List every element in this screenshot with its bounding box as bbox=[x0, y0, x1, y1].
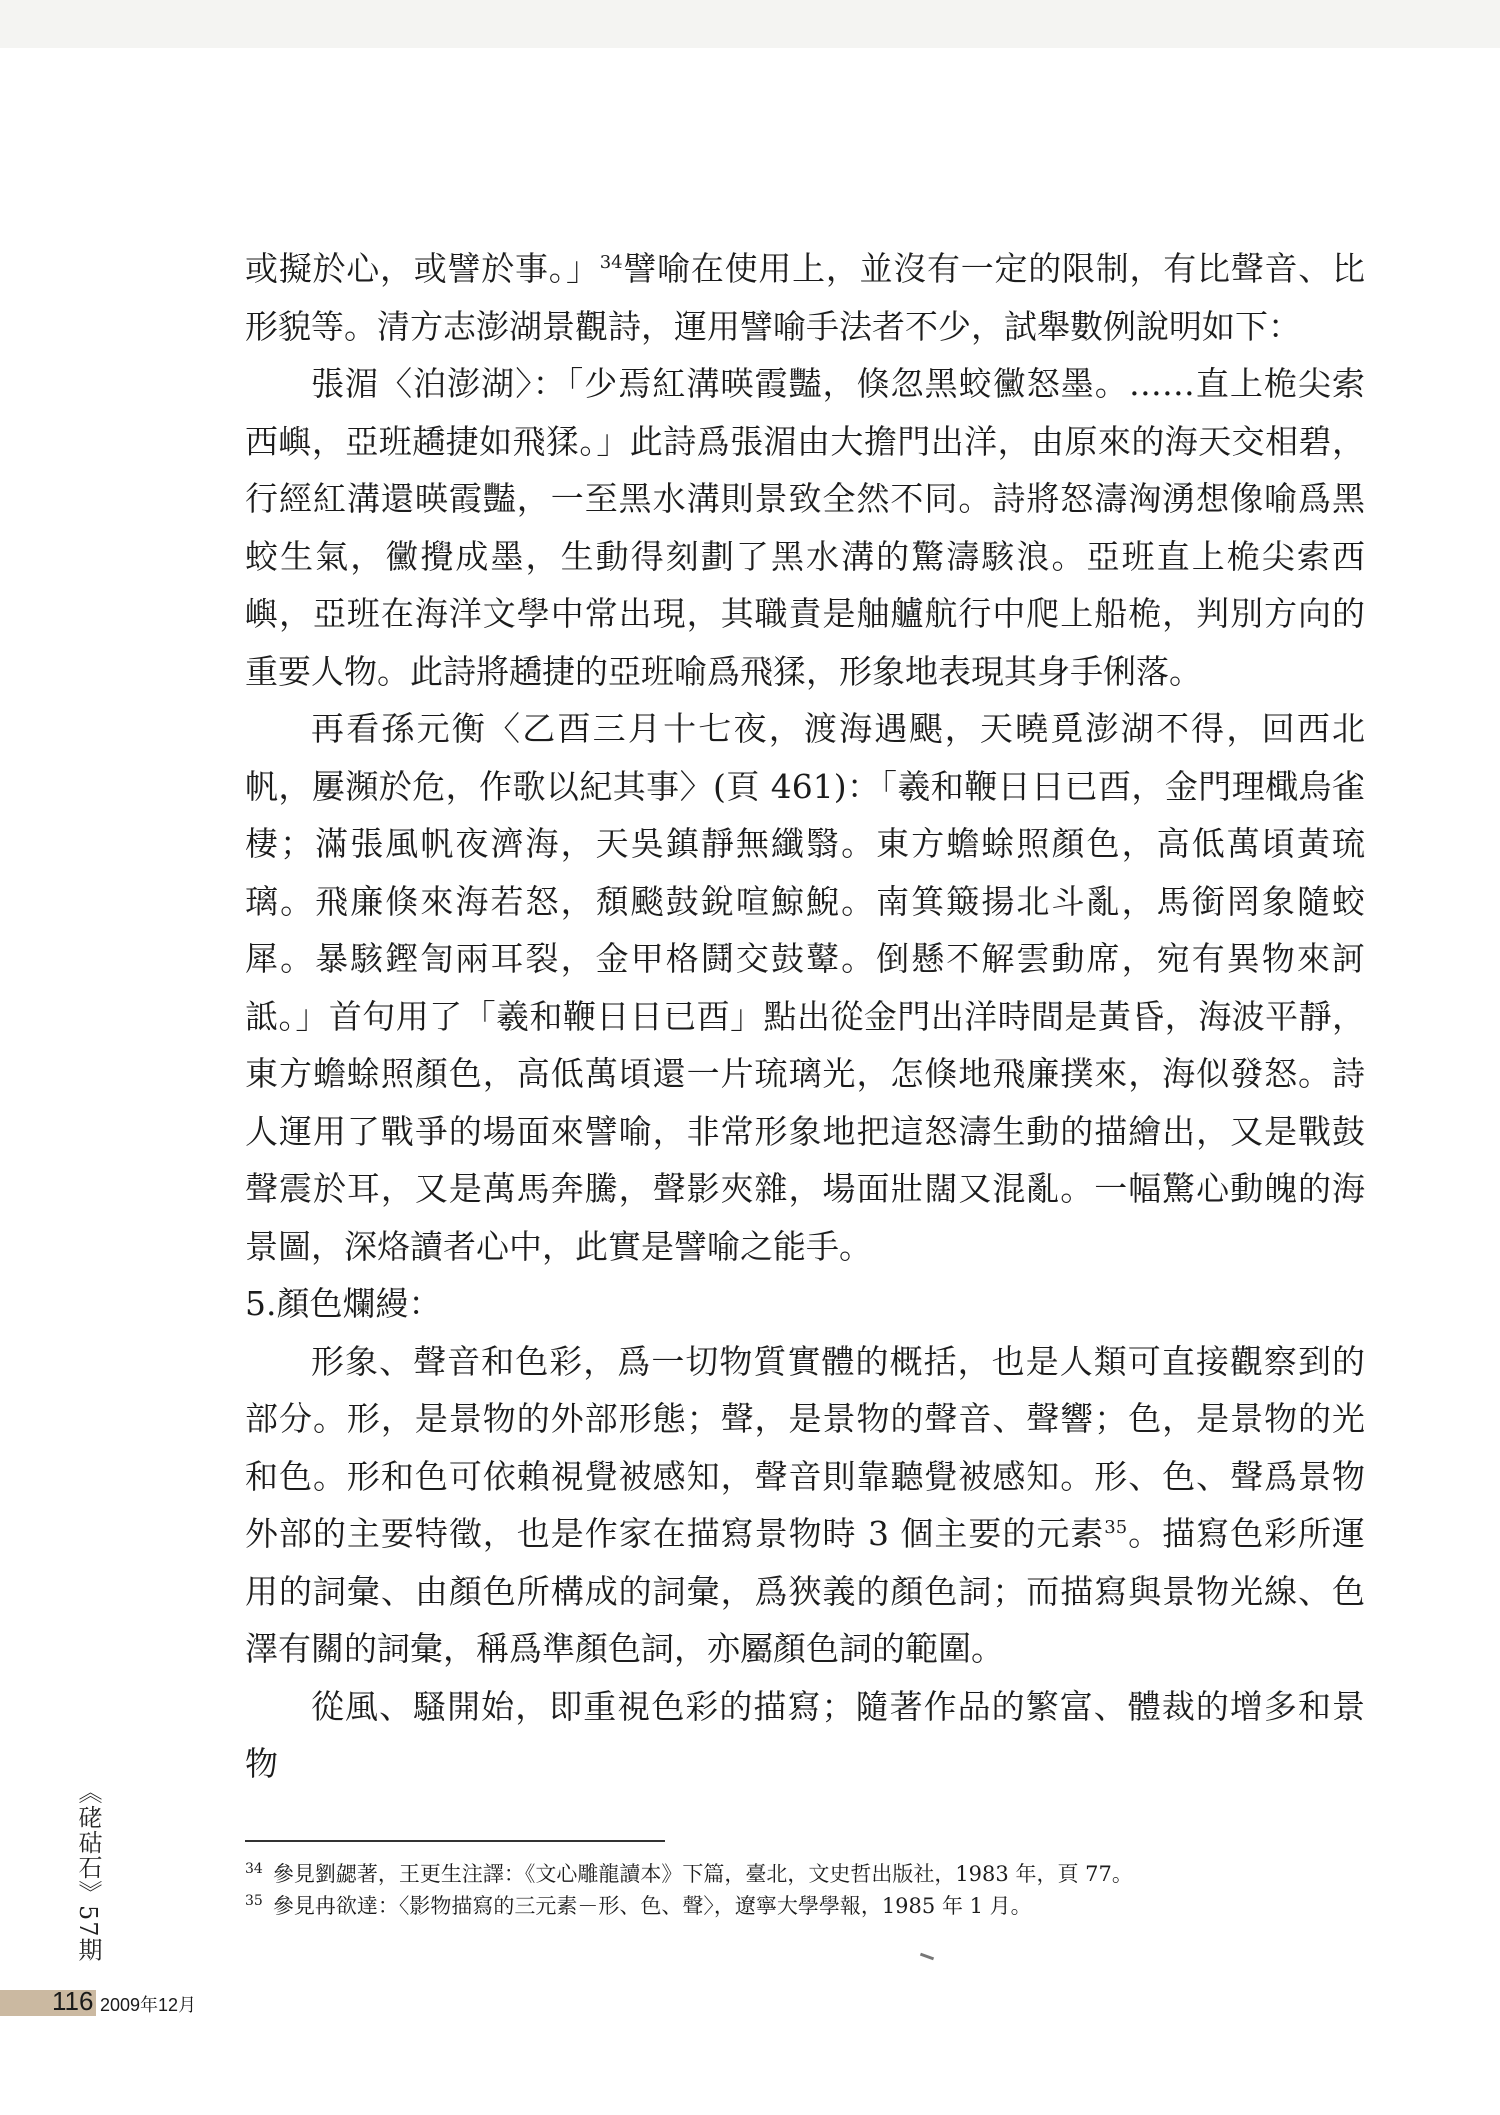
paragraph-1-text-cont: 譬喻在使用上，並沒有一定的限制，有比聲音、比形貌等。清方志澎湖景觀詩，運用譬喻手法者不少，試舉數例說明如下： bbox=[245, 249, 1366, 346]
journal-title: 《硓𥑮石》57期 bbox=[74, 1780, 102, 1963]
issue-date: 2009年12月 bbox=[100, 1995, 197, 2015]
article-body bbox=[245, 240, 1365, 1793]
page-number: 116 bbox=[52, 1986, 94, 2016]
scan-top-band bbox=[0, 0, 1500, 48]
paragraph-1 bbox=[245, 240, 1365, 355]
footnote-34 bbox=[245, 1858, 1365, 1890]
paragraph-4-text: 形象、聲音和色彩，爲一切物質實體的概括，也是人類可直接觀察到的部分。形，是景物的外部形態；聲，是景物的聲音、聲響；色，是景物的光和色。形和色可依賴視覺被感知，聲音則靠聽覺被感知。形、色、聲爲景物外部的主要特徵，也是作家在描寫景物時 3 個主要的元素 bbox=[245, 1341, 1365, 1553]
footnote-number: 34 bbox=[245, 1861, 263, 1877]
paragraph-4-text-cont: 。描寫色彩所運用的詞彙、由顏色所構成的詞彙，爲狹義的顏色詞；而描寫與景物光線、色澤有關的詞彙，稱爲準顏色詞，亦屬顏色詞的範圍。 bbox=[245, 1514, 1365, 1668]
footnotes bbox=[245, 1858, 1365, 1922]
paragraph-4 bbox=[245, 1333, 1365, 1678]
footnote-35 bbox=[245, 1890, 1365, 1922]
footnote-number: 35 bbox=[245, 1893, 263, 1909]
paragraph-3: 再看孫元衡〈乙酉三月十七夜，渡海遇颶，天曉覓澎湖不得，回西北帆，屢瀕於危，作歌以紀其事〉(頁 461)：「羲和鞭日日已酉，金門理檝烏雀棲；滿張風帆夜濟海，天吳鎮靜無纖翳。東方蟾蜍照顏色，高低萬頃黃琉璃。飛廉倏來海若怒，頹颷鼓銳喧鯨鯢。南箕簸揚北斗亂，馬銜罔象隨蛟犀。暴駭鏗訇兩耳裂，金甲格鬪交鼓鼙。倒懸不解雲動席，宛有異物來訶詆。」首句用了「羲和鞭日日已酉」點出從金門出洋時間是黃昏，海波平靜，東方蟾蜍照顏色，高低萬頃還一片琉璃光，怎倏地飛廉撲來，海似發怒。詩人運用了戰爭的場面來譬喻，非常形象地把這怒濤生動的描繪出，又是戰鼓聲震於耳，又是萬馬奔騰，聲影夾雜，場面壯闊又混亂。一幅驚心動魄的海景圖，深烙讀者心中，此實是譬喻之能手。 bbox=[245, 709, 1365, 1266]
footnote-ref-35: 35 bbox=[1104, 1517, 1128, 1538]
section-heading-5: 5.顏色爛縵： bbox=[245, 1284, 442, 1323]
paragraph-1-text: 或擬於心，或譬於事。」 bbox=[245, 249, 600, 288]
footnote-text: 參見劉勰著，王更生注譯：《文心雕龍讀本》下篇，臺北，文史哲出版社，1983 年，頁 77。 bbox=[272, 1862, 1133, 1886]
footnote-divider bbox=[245, 1840, 665, 1842]
footnote-text: 參見冉欲達：〈影物描寫的三元素－形、色、聲〉，遼寧大學學報，1985 年 1 月。 bbox=[272, 1894, 1032, 1918]
footnote-ref-34: 34 bbox=[599, 252, 623, 273]
scan-speck bbox=[920, 1953, 934, 1961]
paragraph-5: 從風、騷開始，即重視色彩的描寫；隨著作品的繁富、體裁的增多和景物 bbox=[245, 1686, 1365, 1783]
paragraph-2: 張湄〈泊澎湖〉：「少焉紅溝暎霞豔，倏忽黑蛟黴怒墨。……直上桅尖索西嶼，亞班趫捷如飛猱。」此詩爲張湄由大擔門出洋，由原來的海天交相碧，行經紅溝還暎霞豔，一至黑水溝則景致全然不同。詩將怒濤洶湧想像喻爲黑蛟生氣，黴攪成墨，生動得刻劃了黑水溝的驚濤駭浪。亞班直上桅尖索西嶼，亞班在海洋文學中常出現，其職責是舳艫航行中爬上船桅，判別方向的重要人物。此詩將趫捷的亞班喻爲飛猱，形象地表現其身手俐落。 bbox=[245, 364, 1365, 691]
